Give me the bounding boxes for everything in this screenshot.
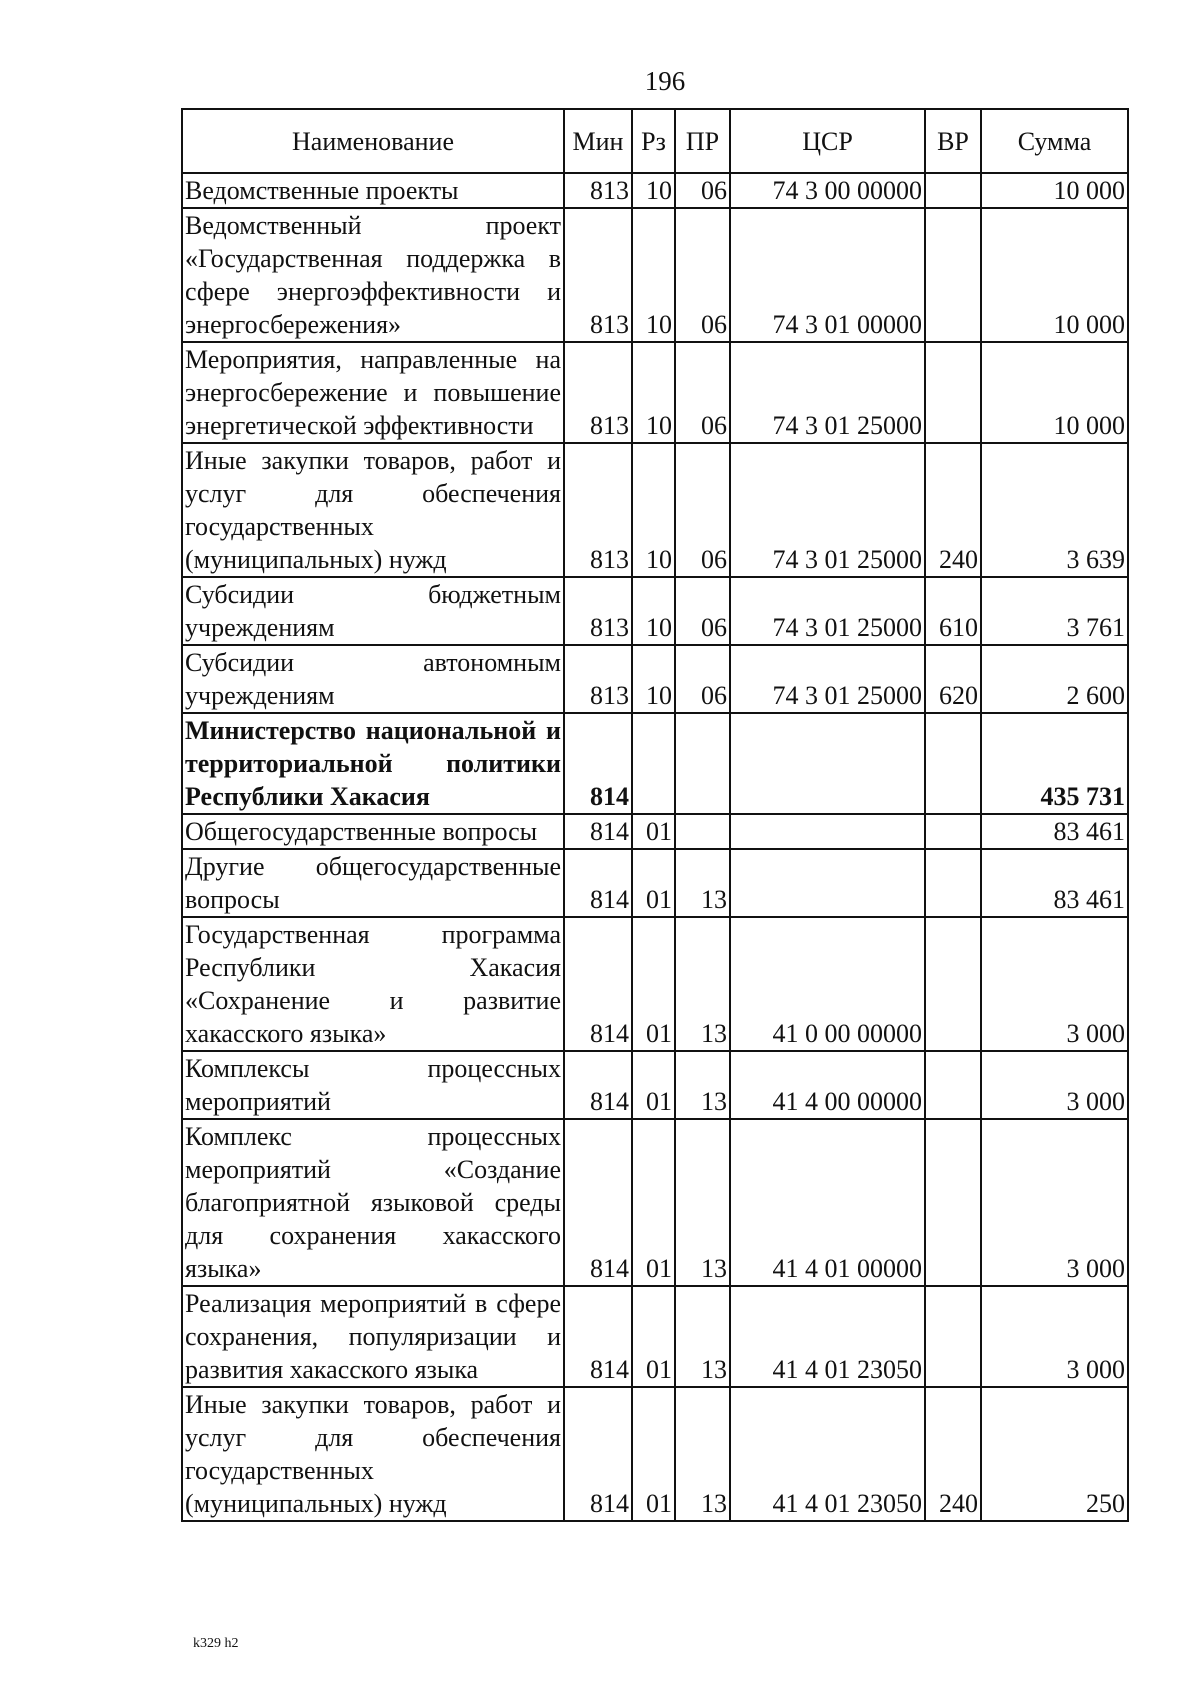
- row-pr: 13: [675, 849, 730, 917]
- row-name: Иные закупки товаров, работ и услуг для обеспечения государственных (муниципальных) нужд: [182, 1387, 564, 1521]
- row-name: Иные закупки товаров, работ и услуг для обеспечения государственных (муниципальных) нужд: [182, 443, 564, 577]
- row-csr: 74 3 01 00000: [730, 208, 925, 342]
- row-rz: 10: [632, 173, 675, 208]
- row-sum: 3 639: [981, 443, 1128, 577]
- row-pr: 13: [675, 917, 730, 1051]
- row-min: 814: [564, 1051, 632, 1119]
- row-pr: [675, 713, 730, 814]
- row-vr: [925, 849, 981, 917]
- row-name: Министерство национальной и территориальной политики Республики Хакасия: [182, 713, 564, 814]
- row-pr: 06: [675, 577, 730, 645]
- row-vr: [925, 917, 981, 1051]
- table-row: [182, 173, 1128, 208]
- row-rz: [632, 713, 675, 814]
- table-row: [182, 814, 1128, 849]
- row-sum: 10 000: [981, 342, 1128, 443]
- row-pr: 13: [675, 1119, 730, 1286]
- row-csr: 41 4 01 00000: [730, 1119, 925, 1286]
- row-min: 814: [564, 814, 632, 849]
- row-name: Ведомственный проект «Государственная поддержка в сфере энергоэффективности и энергосбережения»: [182, 208, 564, 342]
- column-header-min: Мин: [564, 109, 632, 173]
- row-name: Общегосударственные вопросы: [182, 814, 564, 849]
- column-header-name: Наименование: [182, 109, 564, 173]
- row-name: Другие общегосударственные вопросы: [182, 849, 564, 917]
- row-pr: 13: [675, 1387, 730, 1521]
- row-rz: 01: [632, 917, 675, 1051]
- row-rz: 01: [632, 1051, 675, 1119]
- row-sum: 3 761: [981, 577, 1128, 645]
- row-min: 814: [564, 917, 632, 1051]
- row-rz: 10: [632, 342, 675, 443]
- row-rz: 01: [632, 814, 675, 849]
- column-header-pr: ПР: [675, 109, 730, 173]
- row-rz: 01: [632, 849, 675, 917]
- row-sum: 435 731: [981, 713, 1128, 814]
- column-header-csr: ЦСР: [730, 109, 925, 173]
- row-name: Государственная программа Республики Хакасия «Сохранение и развитие хакасского языка»: [182, 917, 564, 1051]
- table-row: [182, 713, 1128, 814]
- row-csr: [730, 814, 925, 849]
- table-row: [182, 1051, 1128, 1119]
- row-pr: 06: [675, 173, 730, 208]
- row-sum: 3 000: [981, 1051, 1128, 1119]
- table-row: [182, 577, 1128, 645]
- row-vr: 240: [925, 1387, 981, 1521]
- row-sum: 250: [981, 1387, 1128, 1521]
- row-vr: [925, 1051, 981, 1119]
- row-pr: 06: [675, 443, 730, 577]
- row-name: Комплексы процессных мероприятий: [182, 1051, 564, 1119]
- table-row: [182, 917, 1128, 1051]
- row-min: 813: [564, 645, 632, 713]
- column-header-vr: ВР: [925, 109, 981, 173]
- table-row: [182, 342, 1128, 443]
- row-pr: [675, 814, 730, 849]
- row-rz: 10: [632, 208, 675, 342]
- column-header-sum: Сумма: [981, 109, 1128, 173]
- row-sum: 10 000: [981, 173, 1128, 208]
- row-vr: [925, 342, 981, 443]
- row-sum: 10 000: [981, 208, 1128, 342]
- row-sum: 2 600: [981, 645, 1128, 713]
- row-min: 813: [564, 173, 632, 208]
- row-name: Реализация мероприятий в сфере сохранения, популяризации и развития хакасского языка: [182, 1286, 564, 1387]
- row-pr: 13: [675, 1286, 730, 1387]
- document-code: k329 h2: [193, 1636, 239, 1651]
- row-min: 813: [564, 342, 632, 443]
- row-name: Ведомственные проекты: [182, 173, 564, 208]
- table-row: [182, 645, 1128, 713]
- row-csr: 74 3 00 00000: [730, 173, 925, 208]
- row-sum: 83 461: [981, 814, 1128, 849]
- row-pr: 13: [675, 1051, 730, 1119]
- row-vr: [925, 814, 981, 849]
- row-csr: [730, 713, 925, 814]
- row-pr: 06: [675, 342, 730, 443]
- row-sum: 3 000: [981, 1119, 1128, 1286]
- row-name: Мероприятия, направленные на энергосбережение и повышение энергетической эффективности: [182, 342, 564, 443]
- row-vr: 610: [925, 577, 981, 645]
- row-vr: [925, 1119, 981, 1286]
- row-csr: [730, 849, 925, 917]
- table-body: [182, 173, 1128, 1521]
- row-vr: [925, 173, 981, 208]
- table-row: [182, 1119, 1128, 1286]
- row-csr: 41 4 00 00000: [730, 1051, 925, 1119]
- row-min: 813: [564, 577, 632, 645]
- row-rz: 01: [632, 1286, 675, 1387]
- row-rz: 01: [632, 1387, 675, 1521]
- page-number: 196: [644, 66, 686, 96]
- row-name: Субсидии бюджетным учреждениям: [182, 577, 564, 645]
- table-header-row: [182, 109, 1128, 173]
- row-rz: 10: [632, 645, 675, 713]
- row-rz: 01: [632, 1119, 675, 1286]
- row-min: 814: [564, 713, 632, 814]
- row-pr: 06: [675, 645, 730, 713]
- row-csr: 41 4 01 23050: [730, 1286, 925, 1387]
- row-sum: 3 000: [981, 917, 1128, 1051]
- table-row: [182, 443, 1128, 577]
- column-header-rz: Рз: [632, 109, 675, 173]
- row-csr: 41 4 01 23050: [730, 1387, 925, 1521]
- row-csr: 74 3 01 25000: [730, 645, 925, 713]
- row-vr: 620: [925, 645, 981, 713]
- table-row: [182, 849, 1128, 917]
- table-row: [182, 1286, 1128, 1387]
- row-vr: [925, 1286, 981, 1387]
- row-vr: 240: [925, 443, 981, 577]
- row-csr: 74 3 01 25000: [730, 577, 925, 645]
- row-vr: [925, 208, 981, 342]
- table-row: [182, 208, 1128, 342]
- row-pr: 06: [675, 208, 730, 342]
- row-min: 814: [564, 1119, 632, 1286]
- row-vr: [925, 713, 981, 814]
- budget-table: [181, 108, 1129, 1522]
- row-csr: 74 3 01 25000: [730, 443, 925, 577]
- row-sum: 83 461: [981, 849, 1128, 917]
- row-csr: 74 3 01 25000: [730, 342, 925, 443]
- row-min: 814: [564, 1286, 632, 1387]
- row-name: Субсидии автономным учреждениям: [182, 645, 564, 713]
- row-min: 814: [564, 849, 632, 917]
- row-min: 814: [564, 1387, 632, 1521]
- row-sum: 3 000: [981, 1286, 1128, 1387]
- row-rz: 10: [632, 443, 675, 577]
- row-name: Комплекс процессных мероприятий «Создание благоприятной языковой среды для сохранения хакасского языка»: [182, 1119, 564, 1286]
- row-rz: 10: [632, 577, 675, 645]
- table-row: [182, 1387, 1128, 1521]
- row-csr: 41 0 00 00000: [730, 917, 925, 1051]
- row-min: 813: [564, 443, 632, 577]
- row-min: 813: [564, 208, 632, 342]
